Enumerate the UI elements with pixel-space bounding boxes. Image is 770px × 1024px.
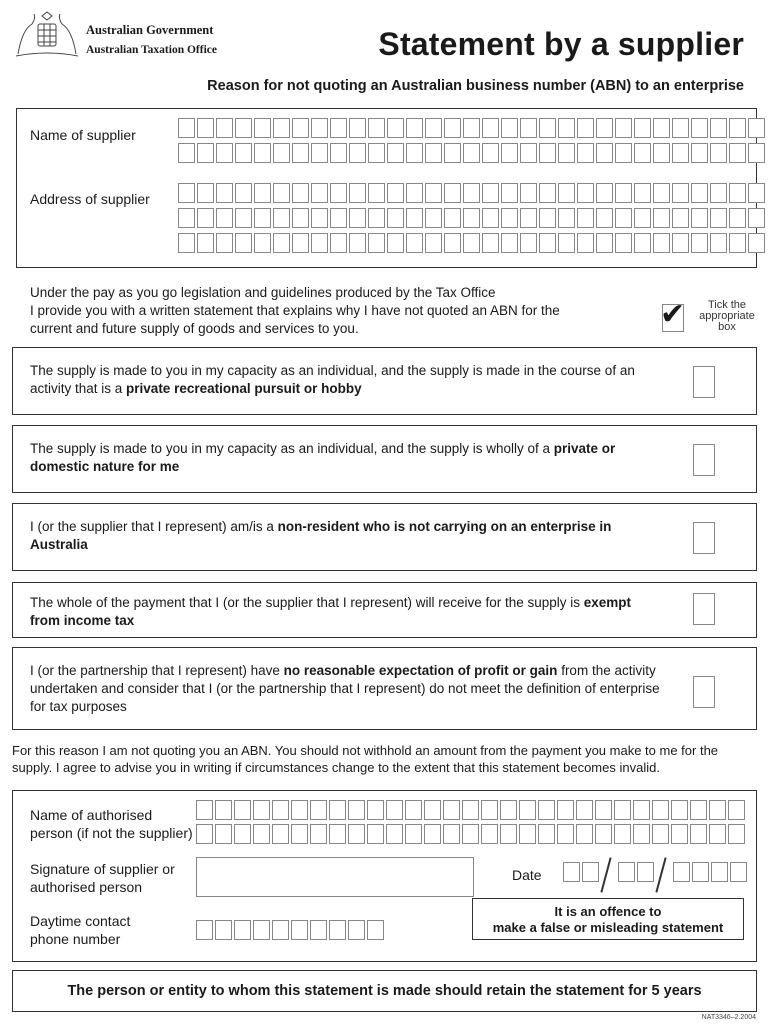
- char-cell[interactable]: [253, 800, 270, 820]
- reason-text: The whole of the payment that I (or the supplier that I represent) will receive for the supply is exempt from income tax: [30, 595, 632, 628]
- char-cell[interactable]: [349, 143, 366, 163]
- char-cell[interactable]: [729, 143, 746, 163]
- char-cell[interactable]: [710, 183, 727, 203]
- char-cell[interactable]: [501, 233, 518, 253]
- char-cell[interactable]: [634, 183, 651, 203]
- offence-warning: It is an offence to make a false or misleading statement: [472, 898, 744, 940]
- reason-text: The supply is made to you in my capacity as an individual, and the supply is made in the course of an activity that is a private recreational pursuit or hobby: [30, 363, 635, 396]
- char-cell[interactable]: [729, 118, 746, 138]
- char-cell[interactable]: [671, 800, 688, 820]
- char-cell[interactable]: [178, 143, 195, 163]
- char-cell[interactable]: [349, 118, 366, 138]
- intro-line-1: Under the pay as you go legislation and guidelines produced by the Tax Office: [30, 285, 496, 300]
- char-cell[interactable]: [728, 824, 745, 844]
- char-cell[interactable]: [197, 233, 214, 253]
- char-cell[interactable]: [577, 143, 594, 163]
- char-cell[interactable]: [254, 143, 271, 163]
- page-subtitle: Reason for not quoting an Australian business number (ABN) to an enterprise: [207, 78, 744, 94]
- char-cell[interactable]: [311, 208, 328, 228]
- char-cell[interactable]: [272, 824, 289, 844]
- reason-exempt-checkbox[interactable]: [693, 593, 715, 625]
- char-cell[interactable]: [215, 824, 232, 844]
- char-cell[interactable]: [614, 824, 631, 844]
- char-cell[interactable]: [311, 183, 328, 203]
- char-cell[interactable]: [216, 143, 233, 163]
- char-cell[interactable]: [310, 800, 327, 820]
- char-cell[interactable]: [709, 800, 726, 820]
- authorised-name-row-2[interactable]: [196, 824, 745, 844]
- reason-text: The supply is made to you in my capacity as an individual, and the supply is wholly of a private or domestic nature for me: [30, 441, 616, 474]
- reason-non-resident-checkbox[interactable]: [693, 522, 715, 554]
- char-cell[interactable]: [539, 233, 556, 253]
- intro-line-2: I provide you with a written statement that explains why I have not quoted an ABN for the: [30, 303, 560, 318]
- char-cell[interactable]: [653, 233, 670, 253]
- char-cell[interactable]: [519, 824, 536, 844]
- char-cell[interactable]: [596, 143, 613, 163]
- char-cell[interactable]: [196, 920, 213, 940]
- char-cell[interactable]: [711, 862, 728, 882]
- char-cell[interactable]: [311, 118, 328, 138]
- authorised-name-label: Name of authorised person (if not the supplier): [30, 807, 193, 841]
- char-cell[interactable]: [330, 208, 347, 228]
- char-cell[interactable]: [576, 800, 593, 820]
- char-cell[interactable]: [482, 233, 499, 253]
- char-cell[interactable]: [482, 208, 499, 228]
- char-cell[interactable]: [710, 233, 727, 253]
- char-cell[interactable]: [367, 824, 384, 844]
- char-cell[interactable]: [558, 118, 575, 138]
- char-cell[interactable]: [330, 233, 347, 253]
- char-cell[interactable]: [443, 824, 460, 844]
- char-cell[interactable]: [235, 183, 252, 203]
- char-cell[interactable]: [692, 862, 709, 882]
- char-cell[interactable]: [482, 118, 499, 138]
- char-cell[interactable]: [653, 183, 670, 203]
- char-cell[interactable]: [405, 800, 422, 820]
- char-cell[interactable]: [329, 824, 346, 844]
- char-cell[interactable]: [196, 800, 213, 820]
- char-cell[interactable]: [615, 183, 632, 203]
- char-cell[interactable]: [272, 920, 289, 940]
- char-cell[interactable]: [558, 143, 575, 163]
- char-cell[interactable]: [595, 824, 612, 844]
- char-cell[interactable]: [729, 208, 746, 228]
- char-cell[interactable]: [273, 118, 290, 138]
- char-cell[interactable]: [387, 118, 404, 138]
- char-cell[interactable]: [577, 233, 594, 253]
- char-cell[interactable]: [329, 800, 346, 820]
- char-cell[interactable]: [596, 183, 613, 203]
- date-day[interactable]: [563, 862, 599, 882]
- date-label: Date: [512, 867, 542, 883]
- char-cell[interactable]: [539, 118, 556, 138]
- char-cell[interactable]: [368, 233, 385, 253]
- retention-notice: [12, 970, 757, 1012]
- char-cell[interactable]: [501, 183, 518, 203]
- reason-no-profit-checkbox[interactable]: [693, 676, 715, 708]
- char-cell[interactable]: [405, 824, 422, 844]
- char-cell[interactable]: [292, 208, 309, 228]
- char-cell[interactable]: [637, 862, 654, 882]
- char-cell[interactable]: [500, 824, 517, 844]
- char-cell[interactable]: [406, 143, 423, 163]
- form-code: NAT3346–2.2004: [701, 1014, 756, 1021]
- char-cell[interactable]: [633, 800, 650, 820]
- supplier-name-row-2[interactable]: [178, 143, 765, 163]
- char-cell[interactable]: [558, 208, 575, 228]
- char-cell[interactable]: [196, 824, 213, 844]
- char-cell[interactable]: [596, 118, 613, 138]
- gov-line-1: Australian Government: [86, 23, 214, 37]
- char-cell[interactable]: [330, 183, 347, 203]
- supplier-address-label: Address of supplier: [30, 191, 150, 207]
- char-cell[interactable]: [463, 208, 480, 228]
- char-cell[interactable]: [386, 824, 403, 844]
- char-cell[interactable]: [349, 208, 366, 228]
- char-cell[interactable]: [197, 208, 214, 228]
- char-cell[interactable]: [254, 118, 271, 138]
- char-cell[interactable]: [463, 233, 480, 253]
- reason-hobby: [12, 347, 757, 415]
- check-mark-icon: ✔: [660, 298, 686, 331]
- char-cell[interactable]: [216, 183, 233, 203]
- char-cell[interactable]: [728, 800, 745, 820]
- char-cell[interactable]: [582, 862, 599, 882]
- reason-no-profit: [12, 647, 757, 730]
- supplier-name-row-1[interactable]: [178, 118, 765, 138]
- char-cell[interactable]: [406, 183, 423, 203]
- char-cell[interactable]: [330, 118, 347, 138]
- char-cell[interactable]: [235, 233, 252, 253]
- date-year[interactable]: [673, 862, 747, 882]
- char-cell[interactable]: [748, 118, 765, 138]
- char-cell[interactable]: [652, 824, 669, 844]
- char-cell[interactable]: [709, 824, 726, 844]
- char-cell[interactable]: [577, 118, 594, 138]
- char-cell[interactable]: [596, 208, 613, 228]
- char-cell[interactable]: [539, 183, 556, 203]
- char-cell[interactable]: [710, 118, 727, 138]
- reason-exempt: [12, 582, 757, 638]
- char-cell[interactable]: [481, 800, 498, 820]
- char-cell[interactable]: [653, 208, 670, 228]
- char-cell[interactable]: [563, 862, 580, 882]
- char-cell[interactable]: [463, 118, 480, 138]
- intro-text: [30, 284, 660, 338]
- char-cell[interactable]: [387, 143, 404, 163]
- char-cell[interactable]: [615, 233, 632, 253]
- char-cell[interactable]: [538, 824, 555, 844]
- char-cell[interactable]: [615, 143, 632, 163]
- char-cell[interactable]: [577, 208, 594, 228]
- phone-label: Daytime contact phone number: [30, 913, 131, 947]
- char-cell[interactable]: [618, 862, 635, 882]
- char-cell[interactable]: [653, 143, 670, 163]
- char-cell[interactable]: [368, 143, 385, 163]
- char-cell[interactable]: [444, 143, 461, 163]
- char-cell[interactable]: [349, 183, 366, 203]
- char-cell[interactable]: [368, 118, 385, 138]
- char-cell[interactable]: [235, 143, 252, 163]
- char-cell[interactable]: [558, 183, 575, 203]
- char-cell[interactable]: [406, 233, 423, 253]
- char-cell[interactable]: [253, 920, 270, 940]
- char-cell[interactable]: [425, 208, 442, 228]
- char-cell[interactable]: [178, 233, 195, 253]
- char-cell[interactable]: [292, 143, 309, 163]
- char-cell[interactable]: [672, 208, 689, 228]
- char-cell[interactable]: [311, 233, 328, 253]
- char-cell[interactable]: [216, 233, 233, 253]
- char-cell[interactable]: [235, 208, 252, 228]
- retention-text: The person or entity to whom this statement is made should retain the statement for 5 years: [67, 983, 702, 999]
- char-cell[interactable]: [348, 920, 365, 940]
- char-cell[interactable]: [311, 143, 328, 163]
- coat-of-arms-logo: [12, 10, 82, 60]
- char-cell[interactable]: [634, 208, 651, 228]
- char-cell[interactable]: [178, 118, 195, 138]
- char-cell[interactable]: [691, 183, 708, 203]
- phone-number-field[interactable]: [196, 920, 384, 940]
- char-cell[interactable]: [634, 143, 651, 163]
- char-cell[interactable]: [615, 208, 632, 228]
- char-cell[interactable]: [672, 183, 689, 203]
- char-cell[interactable]: [406, 118, 423, 138]
- char-cell[interactable]: [348, 824, 365, 844]
- char-cell[interactable]: [425, 118, 442, 138]
- char-cell[interactable]: [595, 800, 612, 820]
- char-cell[interactable]: [254, 233, 271, 253]
- char-cell[interactable]: [349, 233, 366, 253]
- reason-private-domestic: [12, 425, 757, 493]
- char-cell[interactable]: [424, 800, 441, 820]
- char-cell[interactable]: [387, 208, 404, 228]
- char-cell[interactable]: [672, 233, 689, 253]
- char-cell[interactable]: [519, 800, 536, 820]
- government-wordmark: [86, 22, 217, 58]
- char-cell[interactable]: [500, 800, 517, 820]
- char-cell[interactable]: [291, 800, 308, 820]
- char-cell[interactable]: [615, 118, 632, 138]
- char-cell[interactable]: [424, 824, 441, 844]
- reason-private-domestic-checkbox[interactable]: [693, 444, 715, 476]
- char-cell[interactable]: [272, 800, 289, 820]
- char-cell[interactable]: [329, 920, 346, 940]
- char-cell[interactable]: [576, 824, 593, 844]
- supplier-name-label: Name of supplier: [30, 127, 136, 143]
- char-cell[interactable]: [482, 143, 499, 163]
- char-cell[interactable]: [273, 233, 290, 253]
- char-cell[interactable]: [216, 208, 233, 228]
- char-cell[interactable]: [558, 233, 575, 253]
- char-cell[interactable]: [691, 143, 708, 163]
- char-cell[interactable]: [596, 233, 613, 253]
- char-cell[interactable]: [462, 824, 479, 844]
- char-cell[interactable]: [310, 920, 327, 940]
- char-cell[interactable]: [672, 118, 689, 138]
- char-cell[interactable]: [653, 118, 670, 138]
- char-cell[interactable]: [557, 800, 574, 820]
- char-cell[interactable]: [368, 183, 385, 203]
- char-cell[interactable]: [691, 208, 708, 228]
- char-cell[interactable]: [291, 824, 308, 844]
- char-cell[interactable]: [520, 233, 537, 253]
- char-cell[interactable]: [481, 824, 498, 844]
- char-cell[interactable]: [444, 208, 461, 228]
- notice-text: For this reason I am not quoting you an ABN. You should not withhold an amount from the payment you make to me for the supply. I agree to advise you in writing if circumstances change to the extent that this statement becomes invalid.: [12, 743, 719, 775]
- char-cell[interactable]: [633, 824, 650, 844]
- char-cell[interactable]: [387, 183, 404, 203]
- char-cell[interactable]: [291, 920, 308, 940]
- char-cell[interactable]: [730, 862, 747, 882]
- char-cell[interactable]: [178, 183, 195, 203]
- char-cell[interactable]: [234, 920, 251, 940]
- char-cell[interactable]: [273, 208, 290, 228]
- char-cell[interactable]: [748, 208, 765, 228]
- char-cell[interactable]: [748, 233, 765, 253]
- char-cell[interactable]: [254, 208, 271, 228]
- char-cell[interactable]: [368, 208, 385, 228]
- char-cell[interactable]: [671, 824, 688, 844]
- signature-label: Signature of supplier or authorised person: [30, 861, 175, 895]
- char-cell[interactable]: [216, 118, 233, 138]
- char-cell[interactable]: [577, 183, 594, 203]
- char-cell[interactable]: [729, 233, 746, 253]
- char-cell[interactable]: [539, 208, 556, 228]
- char-cell[interactable]: [425, 233, 442, 253]
- char-cell[interactable]: [748, 143, 765, 163]
- char-cell[interactable]: [729, 183, 746, 203]
- char-cell[interactable]: [273, 183, 290, 203]
- supplier-address-row-2[interactable]: [178, 208, 765, 228]
- char-cell[interactable]: [520, 208, 537, 228]
- char-cell[interactable]: [178, 208, 195, 228]
- char-cell[interactable]: [482, 183, 499, 203]
- tick-instruction: Tick the appropriate box: [699, 299, 755, 333]
- char-cell[interactable]: [348, 800, 365, 820]
- char-cell[interactable]: [691, 233, 708, 253]
- char-cell[interactable]: [235, 118, 252, 138]
- reason-hobby-checkbox[interactable]: [693, 366, 715, 398]
- char-cell[interactable]: [253, 824, 270, 844]
- char-cell[interactable]: [520, 183, 537, 203]
- char-cell[interactable]: [501, 118, 518, 138]
- char-cell[interactable]: [614, 800, 631, 820]
- char-cell[interactable]: [444, 118, 461, 138]
- char-cell[interactable]: [406, 208, 423, 228]
- char-cell[interactable]: [197, 118, 214, 138]
- gov-line-2: Australian Taxation Office: [86, 44, 217, 56]
- char-cell[interactable]: [539, 143, 556, 163]
- char-cell[interactable]: [234, 824, 251, 844]
- char-cell[interactable]: [215, 800, 232, 820]
- reason-text: I (or the partnership that I represent) have no reasonable expectation of profit or gain from the activity undertaken and consider that I (or the partnership that I represent) do not meet the definition of enterprise for tax purposes: [30, 663, 660, 714]
- intro-line-3: current and future supply of goods and services to you.: [30, 321, 359, 336]
- char-cell[interactable]: [710, 208, 727, 228]
- char-cell[interactable]: [690, 824, 707, 844]
- char-cell[interactable]: [367, 920, 384, 940]
- char-cell[interactable]: [748, 183, 765, 203]
- char-cell[interactable]: [462, 800, 479, 820]
- char-cell[interactable]: [310, 824, 327, 844]
- char-cell[interactable]: [634, 118, 651, 138]
- char-cell[interactable]: [652, 800, 669, 820]
- char-cell[interactable]: [520, 143, 537, 163]
- char-cell[interactable]: [234, 800, 251, 820]
- char-cell[interactable]: [387, 233, 404, 253]
- char-cell[interactable]: [501, 143, 518, 163]
- char-cell[interactable]: [197, 183, 214, 203]
- char-cell[interactable]: [330, 143, 347, 163]
- char-cell[interactable]: [691, 118, 708, 138]
- char-cell[interactable]: [367, 800, 384, 820]
- char-cell[interactable]: [672, 143, 689, 163]
- char-cell[interactable]: [197, 143, 214, 163]
- char-cell[interactable]: [254, 183, 271, 203]
- char-cell[interactable]: [386, 800, 403, 820]
- char-cell[interactable]: [215, 920, 232, 940]
- reason-text: I (or the supplier that I represent) am/is a non-resident who is not carrying on an enterprise in Australia: [30, 519, 612, 552]
- char-cell[interactable]: [443, 800, 460, 820]
- reason-non-resident: [12, 503, 757, 571]
- char-cell[interactable]: [425, 143, 442, 163]
- signature-field[interactable]: [196, 857, 474, 897]
- char-cell[interactable]: [292, 118, 309, 138]
- date-month[interactable]: [618, 862, 654, 882]
- char-cell[interactable]: [292, 183, 309, 203]
- char-cell[interactable]: [710, 143, 727, 163]
- char-cell[interactable]: [673, 862, 690, 882]
- supplier-address-row-3[interactable]: [178, 233, 765, 253]
- char-cell[interactable]: [538, 800, 555, 820]
- char-cell[interactable]: [501, 208, 518, 228]
- char-cell[interactable]: [634, 233, 651, 253]
- char-cell[interactable]: [463, 143, 480, 163]
- supplier-address-row-1[interactable]: [178, 183, 765, 203]
- char-cell[interactable]: [690, 800, 707, 820]
- char-cell[interactable]: [444, 233, 461, 253]
- char-cell[interactable]: [425, 183, 442, 203]
- authorised-name-row-1[interactable]: [196, 800, 745, 820]
- char-cell[interactable]: [463, 183, 480, 203]
- char-cell[interactable]: [444, 183, 461, 203]
- char-cell[interactable]: [292, 233, 309, 253]
- char-cell[interactable]: [520, 118, 537, 138]
- char-cell[interactable]: [557, 824, 574, 844]
- char-cell[interactable]: [273, 143, 290, 163]
- page-title: Statement by a supplier: [378, 26, 744, 62]
